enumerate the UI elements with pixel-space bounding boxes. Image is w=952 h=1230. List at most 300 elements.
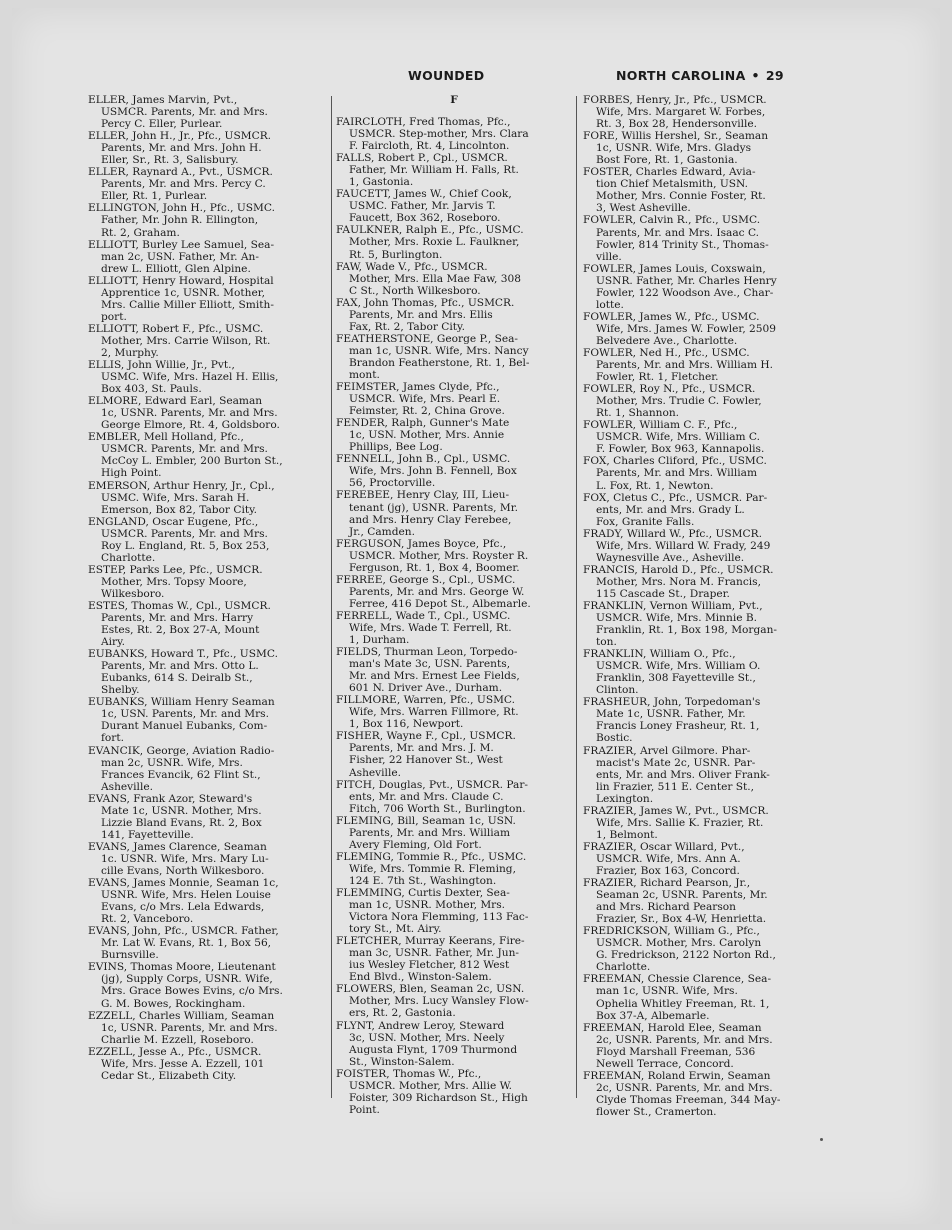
roster-entry [336,815,572,851]
roster-entry [88,94,326,130]
entry-name-line: FORE, Willis Hershel, Sr., Seaman [583,130,769,143]
roster-entry [583,805,820,841]
entry-detail-line: Jr., Camden. [349,525,415,538]
roster-entry [336,152,572,188]
entry-detail-line: Rt. 3, Box 28, Hendersonville. [596,118,758,131]
entry-detail-line: Parents, Mr. and Mrs. Ellis [349,308,493,321]
entry-detail-line: Foister, 309 Richardson St., High [349,1091,528,1104]
roster-entry [336,730,572,778]
entry-name-line: FAX, John Thomas, Pfc., USMCR. [336,296,515,309]
roster-entry [336,538,572,574]
entry-detail-line: drew L. Elliott, Glen Alpine. [101,262,251,275]
entry-detail-line: Mother, Mrs. Nora M. Francis, [596,575,761,588]
entry-detail-line: Mother, Mrs. Carrie Wilson, Rt. [101,334,271,347]
entry-detail-line: 124 E. 7th St., Washington. [349,874,497,887]
entry-detail-line: Father, Mr. William H. Falls, Rt. [349,164,519,177]
entry-name-line: FRANKLIN, Vernon William, Pvt., [583,599,763,612]
section-title: WOUNDED [408,68,485,83]
entry-detail-line: L. Fox, Rt. 1, Newton. [596,479,714,492]
column-3 [583,94,820,1118]
entry-detail-line: Avery Fleming, Old Fort. [349,838,482,851]
entry-detail-line: Parents, Mr. and Mrs. Isaac C. [596,226,760,239]
entry-name-line: FRAZIER, Oscar Willard, Pvt., [583,840,745,853]
entry-detail-line: Wife, Mrs. John B. Fennell, Box [349,465,517,478]
entry-detail-line: port. [101,310,127,323]
entry-name-line: ESTES, Thomas W., Cpl., USMCR. [88,599,271,612]
roster-entry [336,417,572,453]
entry-name-line: FLEMMING, Curtis Dexter, Sea- [336,887,510,899]
entry-detail-line: lin Frazier, 511 E. Center St., [596,780,755,793]
entry-detail-line: and Mrs. Henry Clay Ferebee, [349,513,512,526]
roster-entry [88,841,326,877]
roster-entry [583,528,820,564]
entry-detail-line: Eubanks, 614 S. Deiralb St., [101,672,253,685]
entry-detail-line: (jg), Supply Corps, USNR. Wife, [101,973,273,986]
entry-detail-line: Parents, Mr. and Mrs. William [596,467,758,480]
entry-detail-line: Fisher, 22 Hanover St., West [349,754,503,767]
entry-name-line: FOWLER, Roy N., Pfc., USMCR. [583,383,756,396]
entry-detail-line: Waynesville Ave., Asheville. [596,551,745,564]
entry-name-line: FISHER, Wayne F., Cpl., USMCR. [336,730,516,743]
entry-detail-line: tion Chief Metalsmith, USN. [596,178,748,191]
roster-entry [583,925,820,973]
entry-name-line: FENDER, Ralph, Gunner's Mate [336,417,510,430]
entry-name-line: FRANKLIN, William O., Pfc., [583,648,736,661]
entry-name-line: EMBLER, Mell Holland, Pfc., [88,431,244,444]
roster-entry [88,323,326,359]
entry-detail-line: C St., North Wilkesboro. [349,284,481,297]
entry-detail-line: George Elmore, Rt. 4, Goldsboro. [101,419,280,432]
entry-detail-line: USMCR. Wife, Mrs. Minnie B. [596,612,758,625]
entry-detail-line: Fowler, 122 Woodson Ave., Char- [596,286,774,299]
entry-detail-line: Box 403, St. Pauls. [101,383,202,396]
entry-name-line: ELLER, Raynard A., Pvt., USMCR. [88,166,273,179]
entry-detail-line: tory St., Mt. Airy. [349,923,442,936]
entry-detail-line: Mother, Mrs. Lucy Wansley Flow- [349,995,529,1008]
entry-name-line: ENGLAND, Oscar Eugene, Pfc., [88,515,259,528]
entry-detail-line: Fax, Rt. 2, Tabor City. [349,320,465,333]
entry-detail-line: Rt. 2, Vanceboro. [101,913,194,926]
entry-detail-line: ville. [596,250,622,263]
entry-detail-line: 2, Murphy. [101,346,159,359]
roster-entry [336,188,572,224]
entry-detail-line: Mate 1c, USNR. Father, Mr. [596,708,746,721]
column-rule-left [331,96,332,1098]
entry-detail-line: Ferguson, Rt. 1, Box 4, Boomer. [349,561,520,574]
entry-name-line: FREEMAN, Chessie Clarence, Sea- [583,973,772,986]
column-2 [336,94,572,1116]
entry-detail-line: Ophelia Whitley Freeman, Rt. 1, [596,997,770,1010]
column-1 [88,94,326,1082]
roster-entry [336,381,572,417]
entry-name-line: EVANCIK, George, Aviation Radio- [88,744,275,757]
roster-entry [336,574,572,610]
roster-entry [583,94,820,130]
entry-name-line: FLOWERS, Blen, Seaman 2c, USN. [336,983,525,996]
entry-name-line: FOX, Cletus C., Pfc., USMCR. Par- [583,491,768,504]
entry-detail-line: Mrs. Callie Miller Elliott, Smith- [101,298,274,311]
entry-detail-line: USNR. Father, Mr. Charles Henry [596,274,777,287]
entry-detail-line: man 1c, USNR. Wife, Mrs. Nancy [349,344,529,357]
roster-entry [583,419,820,455]
entry-detail-line: man 2c, USNR. Wife, Mrs. [101,756,243,769]
entry-name-line: ELLER, James Marvin, Pvt., [88,94,238,106]
bullet-separator: • [751,68,760,83]
roster-entry [88,925,326,961]
entry-detail-line: Seaman 2c, USNR. Parents, Mr. [596,889,768,902]
entry-detail-line: cille Evans, North Wilkesboro. [101,865,265,877]
entry-detail-line: USMCR. Wife, Mrs. Pearl E. [349,393,501,406]
entry-detail-line: Charlotte. [596,961,651,974]
entry-detail-line: Frazier, Sr., Box 4-W, Henrietta. [596,913,767,926]
entry-name-line: FENNELL, John B., Cpl., USMC. [336,453,511,466]
entry-detail-line: Franklin, 308 Fayetteville St., [596,672,756,685]
roster-entry [88,600,326,648]
entry-detail-line: Box 37-A, Albemarle. [596,1009,710,1022]
entry-detail-line: USMC. Father, Mr. Jarvis T. [349,200,496,213]
roster-entry [88,745,326,793]
entry-detail-line: Point. [349,1103,380,1116]
entry-name-line: FREDRICKSON, William G., Pfc., [583,925,760,938]
entry-detail-line: Wife, Mrs. Wade T. Ferrell, Rt. [349,621,512,634]
paper-speck [820,1138,823,1141]
entry-detail-line: Parents, Mr. and Mrs. George W. [349,585,525,598]
entry-detail-line: 2c, USNR. Parents, Mr. and Mrs. [596,1081,773,1094]
entry-detail-line: Clinton. [596,684,639,697]
entry-detail-line: 141, Fayetteville. [101,828,194,841]
entry-detail-line: Belvedere Ave., Charlotte. [596,334,738,347]
entry-detail-line: End Blvd., Winston-Salem. [349,971,492,984]
entry-detail-line: Mr. Lat W. Evans, Rt. 1, Box 56, [101,937,272,950]
roster-entry [583,263,820,311]
entry-detail-line: Parents, Mr. and Mrs. William H. [596,359,773,372]
entry-detail-line: 1c, USN. Mother, Mrs. Annie [349,429,505,442]
entry-detail-line: Apprentice 1c, USNR. Mother, [101,286,266,299]
entry-detail-line: Charlotte. [101,551,156,564]
roster-entry [336,453,572,489]
roster-entry [336,779,572,815]
entry-detail-line: Newell Terrace, Concord. [596,1057,734,1070]
entry-detail-line: Mother, Mrs. Ella Mae Faw, 308 [349,272,521,285]
entry-detail-line: Roy L. England, Rt. 5, Box 253, [101,539,270,552]
entry-detail-line: High Point. [101,467,162,480]
entry-detail-line: Father, Mr. John R. Ellington, [101,214,259,227]
state-name: NORTH CAROLINA [616,68,746,83]
entry-name-line: ESTEP, Parks Lee, Pfc., USMCR. [88,563,263,576]
entry-detail-line: Eller, Sr., Rt. 3, Salisbury. [101,154,239,167]
roster-entry [88,696,326,744]
roster-entry [336,297,572,333]
roster-entry [88,516,326,564]
entry-detail-line: USMCR. Step-mother, Mrs. Clara [349,128,529,141]
entry-detail-line: Asheville. [349,766,401,779]
roster-entry [583,214,820,262]
entry-name-line: FAIRCLOTH, Fred Thomas, Pfc., [336,116,511,128]
entry-name-line: FLEMING, Tommie R., Pfc., USMC. [336,850,527,863]
entry-name-line: FREEMAN, Harold Elee, Seaman [583,1021,762,1034]
roster-entry [583,696,820,744]
roster-entry [336,333,572,381]
entry-detail-line: Durant Manuel Eubanks, Com- [101,720,268,733]
entry-detail-line: Frazier, Box 163, Concord. [596,865,740,877]
roster-entry [336,610,572,646]
roster-entry [583,973,820,1021]
entry-name-line: FRAZIER, James W., Pvt., USMCR. [583,804,769,817]
entry-detail-line: McCoy L. Embler, 200 Burton St., [101,455,283,468]
entry-detail-line: man 1c, USNR. Mother, Mrs. [349,899,506,912]
roster-entry [88,275,326,323]
entry-detail-line: Fox, Granite Falls. [596,515,695,528]
entry-name-line: FOSTER, Charles Edward, Avia- [583,166,756,179]
entry-detail-line: G. Fredrickson, 2122 Norton Rd., [596,949,776,962]
roster-entry [583,1070,820,1118]
entry-detail-line: 1, Gastonia. [349,176,414,189]
entry-detail-line: Parents, Mr. and Mrs. J. M. [349,742,494,755]
roster-entry [88,1046,326,1082]
entry-detail-line: Mother, Mrs. Roxie L. Faulkner, [349,236,520,249]
entry-name-line: EVANS, Frank Azor, Steward's [88,792,253,805]
roster-entry [336,851,572,887]
entry-detail-line: Wife, Mrs. Jesse A. Ezzell, 101 [101,1057,265,1070]
entry-detail-line: Wife, Mrs. Sallie K. Frazier, Rt. [596,816,764,829]
entry-detail-line: Mother, Mrs. Trudie C. Fowler, [596,395,762,408]
entry-name-line: FERRELL, Wade T., Cpl., USMC. [336,609,511,622]
roster-entry [583,745,820,805]
entry-name-line: FERGUSON, James Boyce, Pfc., [336,537,507,550]
entry-detail-line: ius Wesley Fletcher, 812 West [349,959,510,972]
roster-entry [583,600,820,648]
entry-name-line: FALLS, Robert P., Cpl., USMCR. [336,152,508,165]
entry-name-line: EVINS, Thomas Moore, Lieutenant [88,961,276,974]
entry-detail-line: Bostic. [596,732,633,745]
letter-heading: F [450,94,458,106]
entry-detail-line: Mr. and Mrs. Ernest Lee Fields, [349,670,520,683]
entry-detail-line: 56, Proctorville. [349,477,436,490]
entry-detail-line: St., Winston-Salem. [349,1055,455,1068]
entry-detail-line: 601 N. Driver Ave., Durham. [349,682,503,695]
roster-entry [88,359,326,395]
entry-name-line: EUBANKS, Howard T., Pfc., USMC. [88,648,278,661]
entry-detail-line: USMC. Wife, Mrs. Sarah H. [101,491,250,504]
roster-entry [88,130,326,166]
roster-entry [583,841,820,877]
roster-entry [336,261,572,297]
roster-entry [336,935,572,983]
entry-detail-line: Floyd Marshall Freeman, 536 [596,1045,756,1058]
entry-name-line: FOWLER, James Louis, Coxswain, [583,262,766,275]
entry-detail-line: 2c, USNR. Parents, Mr. and Mrs. [596,1033,773,1046]
entry-detail-line: lotte. [596,298,624,311]
roster-entry [583,492,820,528]
entry-detail-line: USMCR. Wife, Mrs. William C. [596,431,761,444]
entry-detail-line: Cedar St., Elizabeth City. [101,1069,237,1082]
entry-detail-line: Brandon Featherstone, Rt. 1, Bel- [349,356,530,369]
entry-detail-line: Mrs. Grace Bowes Evins, c/o Mrs. [101,985,283,998]
roster-entry [336,1020,572,1068]
entry-detail-line: USMCR. Wife, Mrs. William O. [596,660,761,673]
entry-name-line: ELLIOTT, Burley Lee Samuel, Sea- [88,238,275,251]
entry-detail-line: Charlie M. Ezzell, Roseboro. [101,1033,254,1046]
entry-name-line: FEATHERSTONE, George P., Sea- [336,332,519,345]
entry-detail-line: F. Faircloth, Rt. 4, Lincolnton. [349,140,510,153]
entry-name-line: FIELDS, Thurman Leon, Torpedo- [336,646,518,659]
entry-name-line: FOWLER, James W., Pfc., USMC. [583,310,760,323]
roster-entry [88,877,326,925]
entry-name-line: EMERSON, Arthur Henry, Jr., Cpl., [88,479,275,492]
entry-name-line: FRANCIS, Harold D., Pfc., USMCR. [583,563,774,576]
entry-detail-line: Lexington. [596,792,654,805]
roster-entry [88,961,326,1009]
entry-detail-line: Phillips, Bee Log. [349,441,443,454]
entry-detail-line: Evans, c/o Mrs. Lela Edwards, [101,901,265,914]
entry-detail-line: Mother, Mrs. Connie Foster, Rt. [596,190,766,203]
entry-name-line: FOX, Charles Cliford, Pfc., USMC. [583,455,767,468]
entry-detail-line: Lizzie Bland Evans, Rt. 2, Box [101,816,262,829]
entry-detail-line: Emerson, Box 82, Tabor City. [101,503,258,516]
entry-detail-line: Parents, Mr. and Mrs. Percy C. [101,178,266,191]
entry-name-line: EUBANKS, William Henry Seaman [88,696,275,709]
entry-detail-line: Wife, Mrs. James W. Fowler, 2509 [596,322,777,335]
entry-detail-line: fort. [101,732,124,745]
entry-name-line: FLETCHER, Murray Keerans, Fire- [336,935,525,948]
roster-entry [583,877,820,925]
roster-entry [88,1010,326,1046]
entry-detail-line: mont. [349,368,380,381]
entry-detail-line: Rt. 2, Graham. [101,226,180,239]
entry-detail-line: 1, Belmont. [596,828,658,841]
entry-name-line: EVANS, John, Pfc., USMCR. Father, [88,925,279,938]
entry-name-line: FLEMING, Bill, Seaman 1c, USN. [336,814,516,827]
entry-detail-line: Ferree, 416 Depot St., Albemarle. [349,597,531,610]
entry-name-line: FRADY, Willard W., Pfc., USMCR. [583,527,762,540]
entry-name-line: EZZELL, Jesse A., Pfc., USMCR. [88,1045,262,1058]
entry-detail-line: Mother, Mrs. Topsy Moore, [101,575,247,588]
roster-entry [583,347,820,383]
entry-detail-line: Feimster, Rt. 2, China Grove. [349,405,505,418]
roster-entry [88,480,326,516]
roster-entry [336,983,572,1019]
entry-detail-line: Eller, Rt. 1, Purlear. [101,190,208,203]
entry-detail-line: Francis Loney Frasheur, Rt. 1, [596,720,760,733]
entry-name-line: FEREBEE, Henry Clay, III, Lieu- [336,489,510,502]
entry-detail-line: Fowler, 814 Trinity St., Thomas- [596,238,769,251]
entry-detail-line: macist's Mate 2c, USNR. Par- [596,756,756,769]
entry-detail-line: Parents, Mr. and Mrs. John H. [101,142,262,155]
entry-detail-line: Rt. 1, Shannon. [596,407,680,420]
entry-name-line: EVANS, James Clarence, Seaman [88,840,267,853]
column-rule-right [576,96,577,1098]
entry-name-line: ELMORE, Edward Earl, Seaman [88,395,263,408]
entry-name-line: FILLMORE, Warren, Pfc., USMC. [336,694,516,707]
entry-name-line: FLYNT, Andrew Leroy, Steward [336,1019,505,1032]
entry-detail-line: man 3c, USNR. Father, Mr. Jun- [349,947,520,960]
entry-detail-line: 1c, USNR. Parents, Mr. and Mrs. [101,407,278,420]
roster-entry [88,648,326,696]
roster-entry [88,166,326,202]
entry-detail-line: USMCR. Parents, Mr. and Mrs. [101,443,268,456]
entry-name-line: FITCH, Douglas, Pvt., USMCR. Par- [336,778,528,791]
roster-entry [88,793,326,841]
entry-name-line: FOISTER, Thomas W., Pfc., [336,1067,482,1080]
entry-detail-line: Airy. [101,636,126,649]
entry-detail-line: 3, West Asheville. [596,202,691,215]
entry-detail-line: G. M. Bowes, Rockingham. [101,997,246,1010]
entry-name-line: FRAZIER, Arvel Gilmore. Phar- [583,744,751,757]
entry-detail-line: Wilkesboro. [101,587,165,600]
entry-detail-line: Rt. 5, Burlington. [349,248,443,261]
entry-detail-line: USNR. Wife, Mrs. Helen Louise [101,889,271,902]
entry-detail-line: USMCR. Mother, Mrs. Carolyn [596,937,762,950]
entry-detail-line: and Mrs. Richard Pearson [596,901,736,914]
roster-entry [336,694,572,730]
roster-entry [88,564,326,600]
entry-detail-line: ton. [596,636,617,649]
entry-detail-line: Parents, Mr. and Mrs. Otto L. [101,660,259,673]
roster-entry [88,202,326,238]
entry-detail-line: Wife, Mrs. Warren Fillmore, Rt. [349,706,519,719]
entry-detail-line: ers, Rt. 2, Gastonia. [349,1007,456,1020]
entry-detail-line: tenant (jg), USNR. Parents, Mr. [349,501,519,514]
entry-detail-line: F. Fowler, Box 963, Kannapolis. [596,443,765,456]
entry-name-line: ELLIOTT, Robert F., Pfc., USMC. [88,322,264,335]
entry-detail-line: USMCR. Parents, Mr. and Mrs. [101,527,268,540]
entry-detail-line: Percy C. Eller, Purlear. [101,118,223,131]
entry-detail-line: Victora Nora Flemming, 113 Fac- [349,911,529,924]
entry-detail-line: ents, Mr. and Mrs. Grady L. [596,503,745,516]
entry-detail-line: USMCR. Parents, Mr. and Mrs. [101,106,268,119]
entry-detail-line: 1c. USNR. Wife, Mrs. Mary Lu- [101,852,269,865]
entry-detail-line: ents, Mr. and Mrs. Claude C. [349,790,504,803]
entry-name-line: ELLIS, John Willie, Jr., Pvt., [88,359,235,372]
roster-entry [88,239,326,275]
roster-entry [583,1022,820,1070]
roster-entry [88,431,326,479]
roster-entry [336,489,572,537]
entry-detail-line: Estes, Rt. 2, Box 27-A, Mount [101,624,260,637]
entry-detail-line: USMCR. Wife, Mrs. Ann A. [596,852,741,865]
roster-entry [583,130,820,166]
entry-name-line: FREEMAN, Roland Erwin, Seaman [583,1069,771,1082]
entry-name-line: FOWLER, Calvin R., Pfc., USMC. [583,214,761,227]
entry-detail-line: Parents, Mr. and Mrs. William [349,826,511,839]
roster-entry [583,455,820,491]
entry-detail-line: Wife, Mrs. Margaret W. Forbes, [596,106,766,119]
entry-detail-line: ents, Mr. and Mrs. Oliver Frank- [596,768,770,781]
roster-entry [583,564,820,600]
entry-detail-line: man 1c, USNR. Wife, Mrs. [596,985,738,998]
roster-entry [336,1068,572,1116]
entry-detail-line: 1c, USNR. Wife, Mrs. Gladys [596,142,752,155]
entry-detail-line: Burnsville. [101,949,159,962]
roster-entry [583,383,820,419]
entry-detail-line: Faucett, Box 362, Roseboro. [349,212,501,225]
entry-name-line: EZZELL, Charles William, Seaman [88,1009,275,1022]
entry-detail-line: Wife, Mrs. Tommie R. Fleming, [349,862,516,875]
entry-detail-line: flower St., Cramerton. [596,1105,717,1118]
entry-detail-line: 1c, USN. Parents, Mr. and Mrs. [101,708,269,721]
entry-name-line: FAULKNER, Ralph E., Pfc., USMC. [336,224,524,237]
entry-detail-line: Fowler, Rt. 1, Fletcher. [596,371,719,384]
roster-entry [583,311,820,347]
entry-detail-line: 1, Box 116, Newport. [349,718,464,731]
roster-entry [336,646,572,694]
entry-name-line: ELLINGTON, John H., Pfc., USMC. [88,202,275,215]
roster-entry [583,648,820,696]
running-head [616,68,784,83]
entry-detail-line: Clyde Thomas Freeman, 344 May- [596,1093,781,1106]
entry-detail-line: 1c, USNR. Parents, Mr. and Mrs. [101,1021,278,1034]
entry-name-line: FEIMSTER, James Clyde, Pfc., [336,381,500,394]
